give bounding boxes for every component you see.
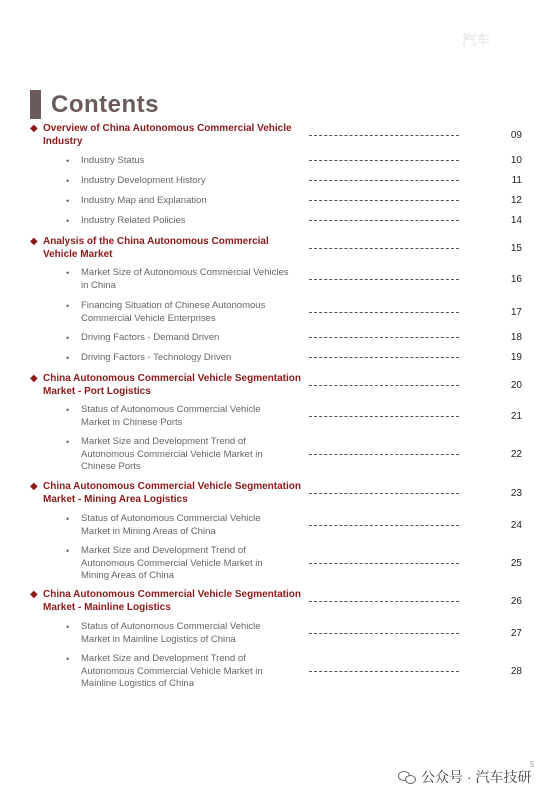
dotted-leader — [309, 601, 459, 602]
watermark-text: 公众号 · 汽车技研 — [421, 769, 532, 785]
item-title: Driving Factors - Technology Driven — [81, 352, 232, 363]
toc-section[interactable] — [0, 123, 554, 148]
diamond-bullet-icon: ◆ — [30, 373, 38, 384]
dotted-leader — [309, 493, 459, 494]
page-title: Contents — [51, 90, 159, 118]
page-ref: 22 — [510, 448, 522, 460]
dotted-leader — [309, 248, 459, 249]
toc-item[interactable] — [0, 215, 554, 228]
dot-bullet-icon: • — [66, 301, 70, 311]
dot-bullet-icon: • — [66, 353, 70, 363]
page-ref: 20 — [510, 379, 522, 391]
diamond-bullet-icon: ◆ — [30, 236, 38, 247]
toc-item[interactable] — [0, 175, 554, 188]
dotted-leader — [309, 357, 459, 358]
toc-item[interactable] — [0, 300, 554, 325]
toc-item[interactable] — [0, 404, 554, 429]
item-title: Industry Development History — [81, 175, 206, 186]
toc-item[interactable] — [0, 621, 554, 646]
toc-item[interactable] — [0, 436, 554, 474]
dotted-leader — [309, 563, 459, 564]
dotted-leader — [309, 135, 459, 136]
diamond-bullet-icon: ◆ — [30, 481, 38, 492]
page-ref: 21 — [510, 410, 522, 422]
item-title: Financing Situation of Chinese Autonomous Commercial Vehicle Enterprises — [81, 300, 266, 324]
dotted-leader — [309, 200, 459, 201]
toc-section[interactable] — [0, 589, 554, 614]
dot-bullet-icon: • — [66, 514, 70, 524]
dotted-leader — [309, 454, 459, 455]
toc-item[interactable] — [0, 653, 554, 691]
toc-section[interactable] — [0, 481, 554, 506]
page-ref: 11 — [511, 175, 522, 187]
item-title: Market Size and Development Trend of Autonomous Commercial Vehicle Market in Mainline Logistics of China — [81, 653, 263, 689]
section-title: China Autonomous Commercial Vehicle Segmentation Market - Port Logistics — [43, 373, 302, 397]
page-ref: 14 — [510, 215, 522, 227]
dotted-leader — [309, 279, 459, 280]
dot-bullet-icon: • — [66, 268, 70, 278]
toc-section[interactable] — [0, 373, 554, 398]
dotted-leader — [309, 312, 459, 313]
dotted-leader — [309, 385, 459, 386]
section-title: China Autonomous Commercial Vehicle Segmentation Market - Mainline Logistics — [43, 589, 302, 613]
wechat-watermark — [398, 767, 531, 787]
diamond-bullet-icon: ◆ — [30, 589, 38, 600]
item-title: Status of Autonomous Commercial Vehicle Market in Mainline Logistics of China — [81, 621, 261, 645]
item-title: Market Size of Autonomous Commercial Vehicles in China — [81, 267, 289, 291]
toc-item[interactable] — [0, 267, 554, 292]
dot-bullet-icon: • — [66, 405, 70, 415]
wechat-icon — [398, 770, 416, 784]
section-title: Overview of China Autonomous Commercial Vehicle Industry — [43, 123, 292, 147]
page-ref: 18 — [510, 332, 522, 344]
dotted-leader — [309, 633, 459, 634]
dot-bullet-icon: • — [66, 622, 70, 632]
dot-bullet-icon: • — [66, 546, 70, 556]
page-ref: 10 — [510, 155, 522, 167]
diamond-bullet-icon: ◆ — [30, 123, 38, 134]
page-ref: 12 — [510, 195, 522, 207]
page-ref: 19 — [510, 352, 522, 364]
item-title: Industry Related Policies — [81, 215, 186, 226]
dotted-leader — [309, 337, 459, 338]
toc-item[interactable] — [0, 195, 554, 208]
page-ref: 24 — [510, 519, 522, 531]
item-title: Industry Map and Explanation — [81, 195, 207, 206]
toc-item[interactable] — [0, 332, 554, 345]
page-ref: 17 — [510, 306, 522, 318]
item-title: Driving Factors - Demand Driven — [81, 332, 220, 343]
dot-bullet-icon: • — [66, 216, 70, 226]
toc-item[interactable] — [0, 513, 554, 538]
section-title: China Autonomous Commercial Vehicle Segmentation Market - Mining Area Logistics — [43, 481, 302, 505]
page-ref: 16 — [510, 273, 522, 285]
dotted-leader — [309, 220, 459, 221]
page-ref: 23 — [510, 487, 522, 499]
dotted-leader — [309, 671, 459, 672]
toc-item[interactable] — [0, 545, 554, 583]
dotted-leader — [309, 180, 459, 181]
toc-item[interactable] — [0, 155, 554, 168]
watermark-logo: 汽车 — [462, 32, 490, 48]
dot-bullet-icon: • — [66, 437, 70, 447]
page-ref: 15 — [510, 242, 522, 254]
item-title: Market Size and Development Trend of Autonomous Commercial Vehicle Market in Mining Areas of China — [81, 545, 263, 581]
dotted-leader — [309, 416, 459, 417]
dotted-leader — [309, 525, 459, 526]
page-number: 5 — [530, 760, 535, 769]
dot-bullet-icon: • — [66, 196, 70, 206]
item-title: Industry Status — [81, 155, 145, 166]
page-ref: 27 — [510, 627, 522, 639]
dot-bullet-icon: • — [66, 156, 70, 166]
page-ref: 25 — [510, 557, 522, 569]
toc-section[interactable] — [0, 236, 554, 261]
page-ref: 26 — [510, 595, 522, 607]
page-ref: 28 — [510, 665, 522, 677]
item-title: Status of Autonomous Commercial Vehicle Market in Mining Areas of China — [81, 513, 261, 537]
dot-bullet-icon: • — [66, 176, 70, 186]
toc-item[interactable] — [0, 352, 554, 365]
item-title: Market Size and Development Trend of Autonomous Commercial Vehicle Market in Chinese Ports — [81, 436, 263, 472]
item-title: Status of Autonomous Commercial Vehicle Market in Chinese Ports — [81, 404, 261, 428]
page-ref: 09 — [510, 129, 522, 141]
dot-bullet-icon: • — [66, 654, 70, 664]
dotted-leader — [309, 160, 459, 161]
section-title: Analysis of the China Autonomous Commercial Vehicle Market — [43, 236, 269, 260]
dot-bullet-icon: • — [66, 333, 70, 343]
